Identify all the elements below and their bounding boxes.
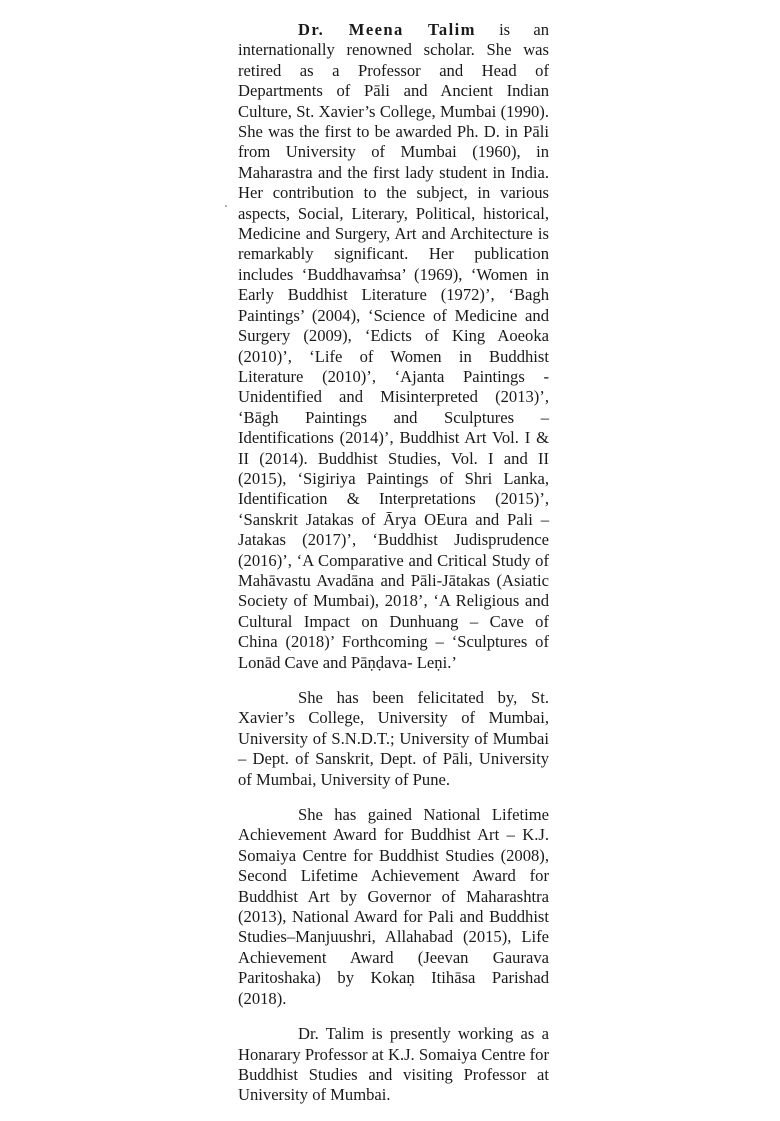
bio-paragraph-current-position: Dr. Talim is presently working as a Honarary Professor at K.J. Somaiya Centre for Buddhist Studies and visiting Professor at University of Mumbai. [238,1024,549,1105]
scan-speck [225,205,227,207]
bio-paragraph-intro [238,20,549,673]
author-name: Dr. Meena Talim [298,20,476,39]
bio-paragraph-awards: She has gained National Lifetime Achievement Award for Buddhist Art – K.J. Somaiya Centre for Buddhist Studies (2008), Second Lifetime Achievement Award for Buddhist Art by Governor of Maharashtra (2013), National Award for Pali and Buddhist Studies–Manjuushri, Allahabad (2015), Life Achievement Award (Jeevan Gaurava Paritoshaka) by Kokaṇ Itihāsa Parishad (2018). [238,805,549,1008]
bio-paragraph-felicitations: She has been felicitated by, St. Xavier’s College, University of Mumbai, University of S.N.D.T.; University of Mumbai – Dept. of Sanskrit, Dept. of Pāli, University of Mumbai, University of Pune. [238,688,549,789]
author-bio [238,20,549,1121]
bio-intro-text: is an internationally renowned scholar. She was retired as a Professor and Head of Departments of Pāli and Ancient Indian Culture, St. Xavier’s College, Mumbai (1990). She was the first to be awarded Ph. D. in Pāli from University of Mumbai (1960), in Maharastra and the first lady student in India. Her contribution to the subject, in various aspects, Social, Literary, Political, historical, Medicine and Surgery, Art and Architecture is remarkably significant. Her publication includes ‘Buddhavaṁsa’ (1969), ‘Women in Early Buddhist Literature (1972)’, ‘Bagh Paintings’ (2004), ‘Science of Medicine and Surgery (2009), ‘Edicts of King Aoeoka (2010)’, ‘Life of Women in Buddhist Literature (2010)’, ‘Ajanta Paintings - Unidentified and Misinterpreted (2013)’, ‘Bāgh Paintings and Sculptures –Identifications (2014)’, Buddhist Art Vol. I & II (2014). Buddhist Studies, Vol. I and II (2015), ‘Sigiriya Paintings of Shri Lanka, Identification & Interpretations (2015)’, ‘Sanskrit Jatakas of Ārya OEura and Pali – Jatakas (2017)’, ‘Buddhist Judisprudence (2016)’, ‘A Comparative and Critical Study of Mahāvastu Avadāna and Pāli-Jātakas (Asiatic Society of Mumbai), 2018’, ‘A Religious and Cultural Impact on Dunhuang – Cave of China (2018)’ Forthcoming – ‘Sculptures of Lonād Cave and Pāṇḍava- Leṇi.’ [238,20,549,672]
